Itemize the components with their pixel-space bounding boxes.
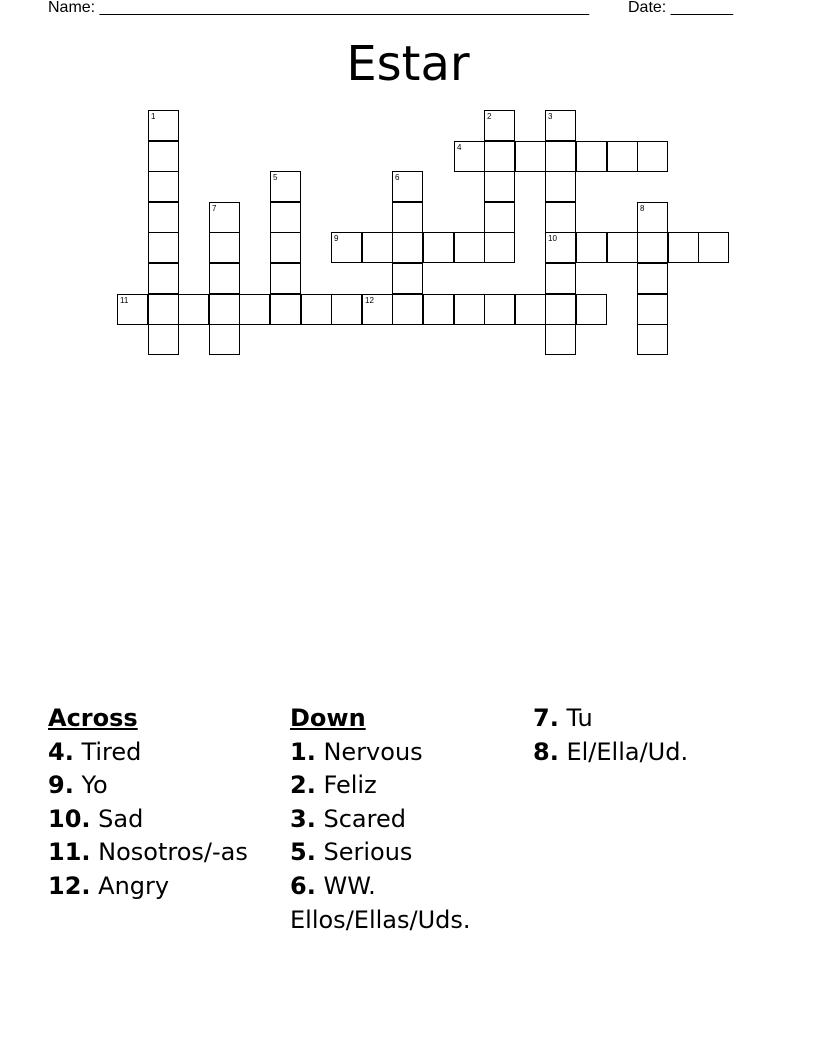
grid-cell[interactable] bbox=[148, 294, 179, 325]
clue-number: 7. bbox=[533, 704, 559, 732]
clue-text: Feliz bbox=[323, 771, 377, 800]
clue-down-1 bbox=[290, 736, 520, 770]
grid-cell[interactable] bbox=[515, 294, 546, 325]
cell-number: 1 bbox=[151, 112, 156, 121]
grid-cell[interactable] bbox=[454, 141, 485, 172]
grid-cell[interactable] bbox=[148, 263, 179, 294]
clue-number: 2. bbox=[290, 771, 316, 800]
clue-number: 5. bbox=[290, 838, 316, 867]
grid-cell[interactable] bbox=[545, 202, 576, 233]
grid-cell[interactable] bbox=[239, 294, 270, 325]
grid-cell[interactable] bbox=[148, 202, 179, 233]
clue-down-2 bbox=[290, 769, 520, 803]
grid-cell[interactable] bbox=[270, 232, 301, 263]
cell-number: 5 bbox=[273, 173, 278, 182]
clue-down-3 bbox=[290, 803, 520, 837]
grid-cell[interactable] bbox=[576, 232, 607, 263]
name-field[interactable]: Name: _______________________________________________________ bbox=[48, 0, 589, 16]
grid-cell[interactable] bbox=[484, 141, 515, 172]
down-clues-continued bbox=[533, 702, 773, 769]
grid-cell[interactable] bbox=[545, 110, 576, 141]
grid-cell[interactable] bbox=[545, 324, 576, 355]
crossword-grid bbox=[0, 0, 816, 380]
grid-cell[interactable] bbox=[515, 141, 546, 172]
grid-cell[interactable] bbox=[423, 232, 454, 263]
cell-number: 10 bbox=[548, 234, 557, 243]
clue-number: 12. bbox=[48, 871, 91, 900]
clue-number: 4. bbox=[48, 737, 74, 766]
clue-text: Yo bbox=[81, 771, 108, 800]
grid-cell[interactable] bbox=[148, 171, 179, 202]
grid-cell[interactable] bbox=[331, 232, 362, 263]
cell-number: 9 bbox=[334, 234, 339, 243]
grid-cell[interactable] bbox=[270, 263, 301, 294]
grid-cell[interactable] bbox=[545, 141, 576, 172]
across-clues bbox=[48, 702, 278, 904]
grid-cell[interactable] bbox=[301, 294, 332, 325]
clue-down-5 bbox=[290, 836, 520, 870]
grid-cell[interactable] bbox=[484, 232, 515, 263]
clue-text: Tu bbox=[566, 704, 593, 732]
down-clues bbox=[290, 702, 520, 937]
clue-text: Angry bbox=[98, 871, 170, 900]
clue-text: Sad bbox=[98, 804, 144, 833]
grid-cell[interactable] bbox=[392, 171, 423, 202]
cell-number: 8 bbox=[640, 204, 645, 213]
cell-number: 12 bbox=[365, 296, 374, 305]
grid-cell[interactable] bbox=[148, 232, 179, 263]
grid-cell[interactable] bbox=[484, 202, 515, 233]
clue-down-7 bbox=[533, 702, 773, 736]
grid-cell[interactable] bbox=[545, 232, 576, 263]
clue-number: 8. bbox=[533, 737, 559, 766]
grid-cell[interactable] bbox=[270, 294, 301, 325]
grid-cell[interactable] bbox=[668, 232, 699, 263]
grid-cell[interactable] bbox=[331, 294, 362, 325]
grid-cell[interactable] bbox=[209, 202, 240, 233]
grid-cell[interactable] bbox=[545, 263, 576, 294]
clue-text: Scared bbox=[323, 804, 406, 833]
clue-number: 10. bbox=[48, 804, 91, 833]
grid-cell[interactable] bbox=[209, 324, 240, 355]
grid-cell[interactable] bbox=[607, 232, 638, 263]
clue-text: Tired bbox=[81, 737, 142, 766]
grid-cell[interactable] bbox=[637, 141, 668, 172]
grid-cell[interactable] bbox=[392, 263, 423, 294]
grid-cell[interactable] bbox=[392, 202, 423, 233]
clue-text: Serious bbox=[323, 838, 413, 867]
grid-cell[interactable] bbox=[545, 294, 576, 325]
clue-down-8 bbox=[533, 736, 773, 770]
grid-cell[interactable] bbox=[270, 171, 301, 202]
cell-number: 6 bbox=[395, 173, 400, 182]
grid-cell[interactable] bbox=[362, 294, 393, 325]
grid-cell[interactable] bbox=[607, 141, 638, 172]
grid-cell[interactable] bbox=[148, 110, 179, 141]
grid-cell[interactable] bbox=[484, 171, 515, 202]
down-heading: Down bbox=[290, 704, 366, 732]
cell-number: 7 bbox=[212, 204, 217, 213]
grid-cell[interactable] bbox=[484, 294, 515, 325]
clue-text: WW. Ellos/Ellas/Uds. bbox=[290, 871, 471, 934]
clue-text: El/Ella/Ud. bbox=[566, 737, 689, 766]
grid-cell[interactable] bbox=[209, 263, 240, 294]
grid-cell[interactable] bbox=[698, 232, 729, 263]
grid-cell[interactable] bbox=[637, 263, 668, 294]
grid-cell[interactable] bbox=[148, 324, 179, 355]
grid-cell[interactable] bbox=[362, 232, 393, 263]
clue-across-11 bbox=[48, 836, 278, 870]
grid-cell[interactable] bbox=[637, 324, 668, 355]
clue-number: 1. bbox=[290, 737, 316, 766]
grid-cell[interactable] bbox=[576, 141, 607, 172]
grid-cell[interactable] bbox=[637, 202, 668, 233]
cell-number: 4 bbox=[457, 143, 462, 152]
grid-cell[interactable] bbox=[484, 110, 515, 141]
grid-cell[interactable] bbox=[576, 294, 607, 325]
clue-across-10 bbox=[48, 803, 278, 837]
grid-cell[interactable] bbox=[637, 232, 668, 263]
clue-text: Nosotros/-as bbox=[98, 838, 248, 867]
grid-cell[interactable] bbox=[209, 294, 240, 325]
clue-number: 11. bbox=[48, 838, 91, 867]
clue-down-6 bbox=[290, 870, 520, 937]
cell-number: 2 bbox=[487, 112, 492, 121]
clue-across-9 bbox=[48, 769, 278, 803]
clue-number: 3. bbox=[290, 804, 316, 833]
clue-text: Nervous bbox=[323, 737, 423, 766]
grid-cell[interactable] bbox=[148, 141, 179, 172]
grid-cell[interactable] bbox=[637, 294, 668, 325]
page-title: Estar bbox=[346, 36, 470, 92]
grid-cell[interactable] bbox=[270, 202, 301, 233]
grid-cell[interactable] bbox=[392, 232, 423, 263]
across-heading: Across bbox=[48, 704, 138, 732]
clue-number: 6. bbox=[290, 871, 316, 900]
cell-number: 11 bbox=[120, 296, 129, 305]
grid-cell[interactable] bbox=[117, 294, 148, 325]
clue-number: 9. bbox=[48, 771, 74, 800]
grid-cell[interactable] bbox=[209, 232, 240, 263]
grid-cell[interactable] bbox=[178, 294, 209, 325]
date-field[interactable]: Date: _______ bbox=[628, 0, 733, 16]
grid-cell[interactable] bbox=[454, 232, 485, 263]
grid-cell[interactable] bbox=[423, 294, 454, 325]
grid-cell[interactable] bbox=[545, 171, 576, 202]
clue-across-4 bbox=[48, 736, 278, 770]
grid-cell[interactable] bbox=[454, 294, 485, 325]
grid-cell[interactable] bbox=[392, 294, 423, 325]
clue-across-12 bbox=[48, 870, 278, 904]
cell-number: 3 bbox=[548, 112, 553, 121]
